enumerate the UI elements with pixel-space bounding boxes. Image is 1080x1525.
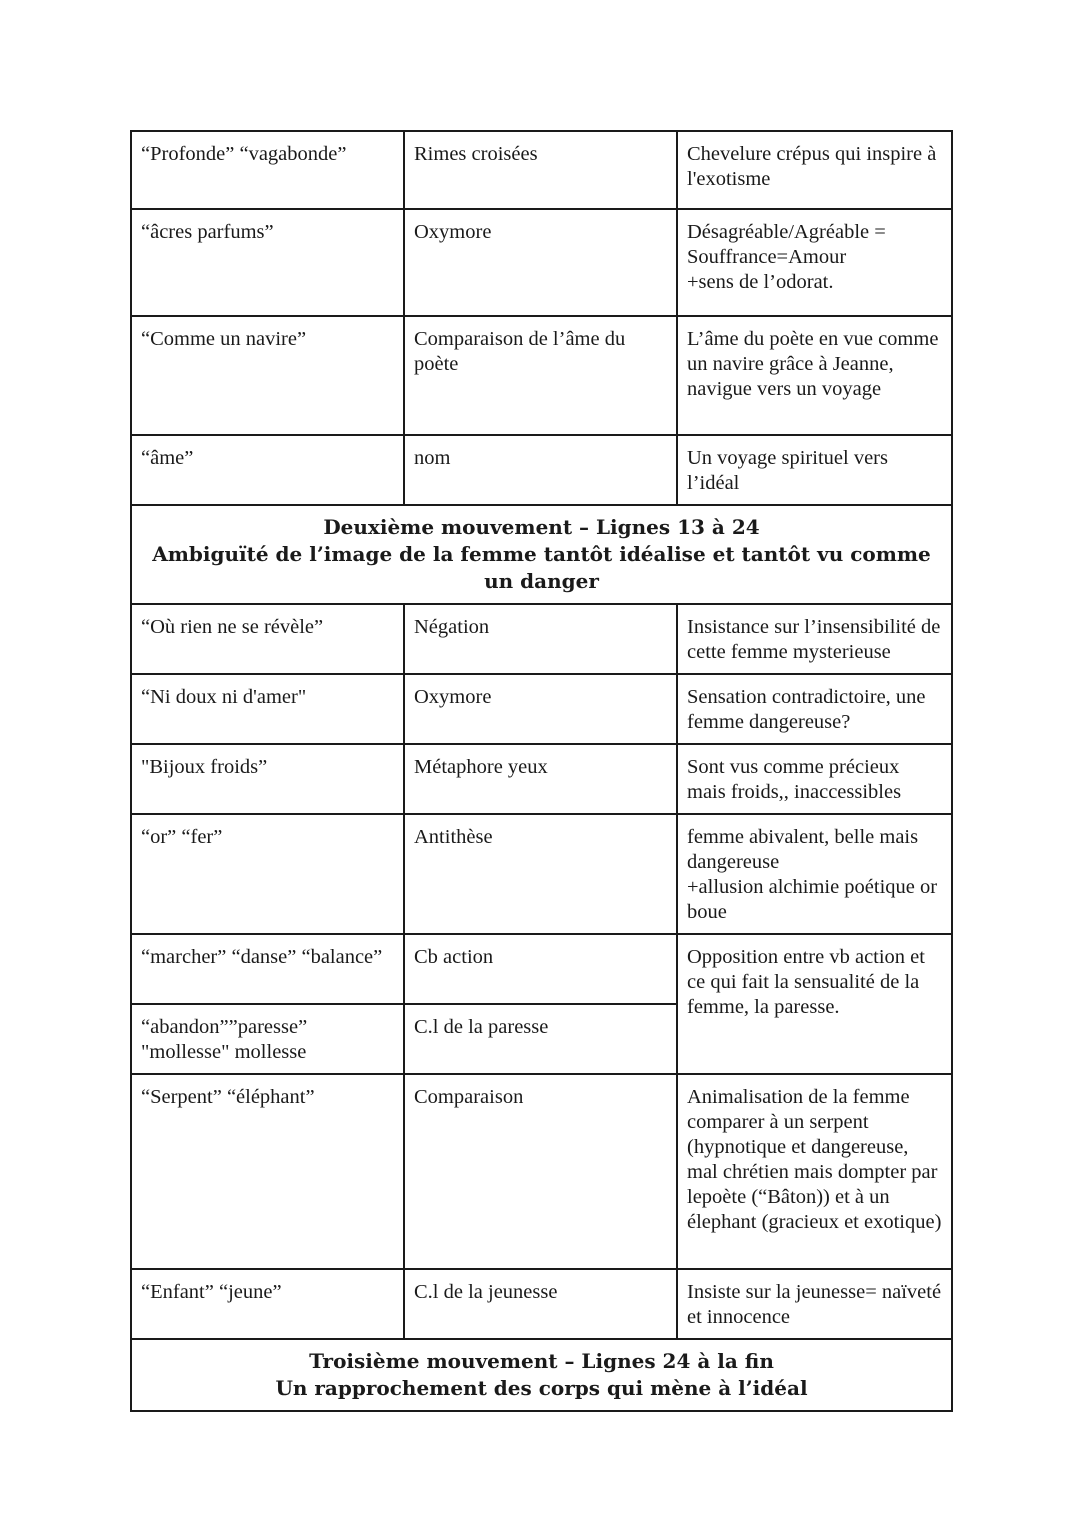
cell-text: “Ni doux ni d'amer" [141,686,307,708]
quote-cell [131,934,404,1004]
device-cell [404,1004,677,1074]
quote-cell [131,674,404,744]
cell-text: Négation [414,616,490,638]
section-header-row [131,505,952,604]
interpretation-cell [677,209,952,316]
interpretation-cell [677,814,952,934]
cell-text: “Serpent” “éléphant” [141,1086,315,1108]
table-row [131,604,952,674]
cell-text: Sensation contradictoire, une femme dangereuse? [687,686,926,733]
section-title: Troisième mouvement – Lignes 24 à la fin [309,1349,774,1373]
table-row [131,674,952,744]
cell-text: C.l de la paresse [414,1016,549,1038]
cell-text: Chevelure crépus qui inspire à l'exotisme [687,143,937,190]
cell-text: “âme” [141,447,194,469]
section-subtitle: Un rapprochement des corps qui mène à l’idéal [275,1376,808,1400]
cell-text: Comparaison de l’âme du poète [414,328,626,375]
device-cell [404,435,677,505]
cell-text: Insistance sur l’insensibilité de cette femme mysterieuse [687,616,941,663]
table-row [131,1074,952,1269]
section-title: Deuxième mouvement – Lignes 13 à 24 [323,515,760,539]
cell-text: Sont vus comme précieux mais froids,, inaccessibles [687,756,902,803]
cell-text: Cb action [414,946,494,968]
cell-text: “abandon””paresse” "mollesse" mollesse [141,1016,308,1063]
device-cell [404,131,677,209]
device-cell [404,604,677,674]
device-cell [404,1269,677,1339]
section-header-row [131,1339,952,1411]
cell-text: +allusion alchimie poétique or boue [687,876,938,923]
device-cell [404,209,677,316]
cell-text: +sens de l’odorat. [687,271,834,293]
device-cell [404,744,677,814]
cell-text: nom [414,447,451,469]
cell-text: L’âme du poète en vue comme un navire grâce à Jeanne, navigue vers un voyage [687,328,939,400]
cell-text: Oxymore [414,686,492,708]
device-cell [404,316,677,435]
interpretation-cell [677,1074,952,1269]
interpretation-cell [677,744,952,814]
interpretation-cell [677,316,952,435]
quote-cell [131,316,404,435]
table-row [131,744,952,814]
cell-text: Antithèse [414,826,493,848]
cell-text: Désagréable/Agréable = Souffrance=Amour [687,221,886,268]
table-row [131,316,952,435]
cell-text: “Profonde” “vagabonde” [141,143,347,165]
cell-text: Métaphore yeux [414,756,548,778]
quote-cell [131,1074,404,1269]
cell-text: Comparaison [414,1086,524,1108]
table-row [131,1269,952,1339]
interpretation-cell [677,1269,952,1339]
cell-text: “Enfant” “jeune” [141,1281,282,1303]
cell-text: Insiste sur la jeunesse= naïveté et innocence [687,1281,942,1328]
section-subtitle: Ambiguïté de l’image de la femme tantôt idéalise et tantôt vu comme un danger [152,542,931,593]
quote-cell [131,1004,404,1074]
section-header [131,505,952,604]
table-row [131,934,952,1004]
quote-cell [131,209,404,316]
quote-cell [131,814,404,934]
section-header [131,1339,952,1411]
cell-text: “Comme un navire” [141,328,307,350]
cell-text: "Bijoux froids” [141,756,268,778]
quote-cell [131,435,404,505]
cell-text: “marcher” “danse” “balance” [141,946,383,968]
quote-cell [131,744,404,814]
interpretation-cell [677,131,952,209]
cell-text: “Où rien ne se révèle” [141,616,324,638]
table-row [131,814,952,934]
cell-text: femme abivalent, belle mais dangereuse [687,826,919,873]
interpretation-cell [677,604,952,674]
table-row [131,131,952,209]
device-cell [404,674,677,744]
cell-text: C.l de la jeunesse [414,1281,558,1303]
cell-text: Animalisation de la femme comparer à un serpent (hypnotique et dangereuse, mal chrétien mais dompter par lepoète (“Bâton)) et à un élephant (gracieux et exotique) [687,1086,942,1233]
cell-text: Opposition entre vb action et ce qui fait la sensualité de la femme, la paresse. [687,946,925,1018]
device-cell [404,934,677,1004]
table-row [131,209,952,316]
analysis-table [130,130,953,1412]
quote-cell [131,604,404,674]
interpretation-cell [677,435,952,505]
quote-cell [131,1269,404,1339]
cell-text: “or” “fer” [141,826,223,848]
quote-cell [131,131,404,209]
cell-text: “âcres parfums” [141,221,274,243]
device-cell [404,1074,677,1269]
interpretation-cell [677,674,952,744]
device-cell [404,814,677,934]
cell-text: Un voyage spirituel vers l’idéal [687,447,888,494]
table-row [131,435,952,505]
interpretation-cell [677,934,952,1074]
cell-text: Oxymore [414,221,492,243]
cell-text: Rimes croisées [414,143,538,165]
